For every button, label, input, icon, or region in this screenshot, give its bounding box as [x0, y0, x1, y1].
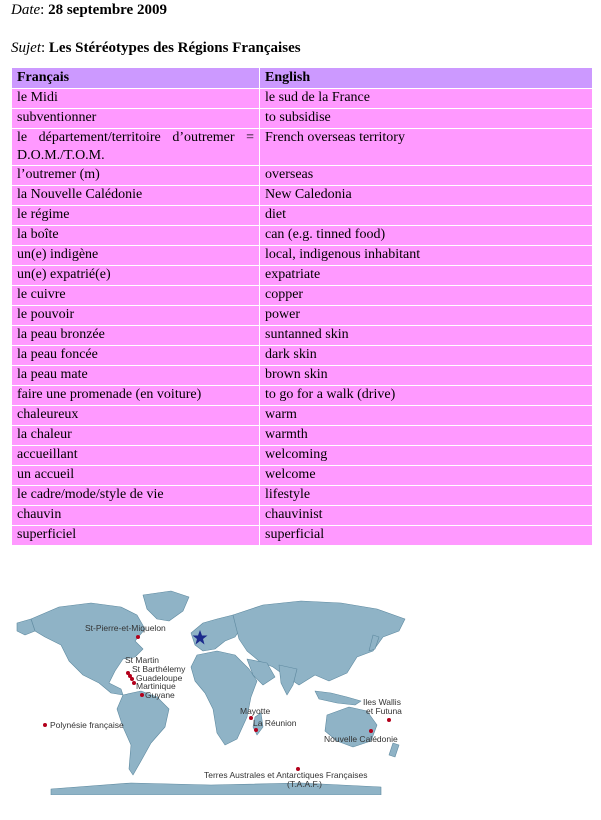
- label-iles-wallis: Iles Wallis: [363, 697, 401, 707]
- french-cell: le cadre/mode/style de vie: [12, 486, 260, 506]
- new-zealand: [389, 743, 399, 757]
- world-map: [11, 585, 421, 795]
- label-taaf-abbrev: (T.A.A.F.): [287, 779, 322, 789]
- english-cell: can (e.g. tinned food): [260, 226, 593, 246]
- english-cell: suntanned skin: [260, 326, 593, 346]
- table-row: [12, 226, 593, 246]
- french-cell: accueillant: [12, 446, 260, 466]
- world-map-svg: [11, 585, 421, 795]
- north-america: [31, 603, 145, 695]
- french-cell: la peau bronzée: [12, 326, 260, 346]
- english-cell: power: [260, 306, 593, 326]
- french-cell: un(e) expatrié(e): [12, 266, 260, 286]
- english-cell: warmth: [260, 426, 593, 446]
- marker-guadeloupe: [130, 677, 134, 681]
- french-cell: la peau mate: [12, 366, 260, 386]
- english-cell: welcome: [260, 466, 593, 486]
- english-cell: lifestyle: [260, 486, 593, 506]
- french-cell: faire une promenade (en voiture): [12, 386, 260, 406]
- subject-label: Sujet: [11, 40, 41, 56]
- french-cell: le Midi: [12, 89, 260, 109]
- marker-wallis-et-futuna: [387, 718, 391, 722]
- french-cell: chaleureux: [12, 406, 260, 426]
- french-cell: la peau foncée: [12, 346, 260, 366]
- africa: [191, 651, 257, 745]
- french-cell: le cuivre: [12, 286, 260, 306]
- french-cell: la chaleur: [12, 426, 260, 446]
- south-america: [117, 691, 169, 775]
- vocabulary-table: [11, 67, 593, 546]
- table-row: [12, 426, 593, 446]
- table-row: [12, 386, 593, 406]
- english-cell: superficial: [260, 526, 593, 546]
- table-row: [12, 346, 593, 366]
- antarctica: [51, 783, 381, 795]
- subject-value: Les Stéréotypes des Régions Françaises: [48, 40, 301, 56]
- date-line: Date: 28 septembre 2009: [11, 2, 167, 18]
- label-st-pierre-et-miquelon: St-Pierre-et-Miquelon: [85, 623, 166, 633]
- marker-la-reunion: [254, 728, 258, 732]
- table-header-row: [12, 68, 593, 89]
- column-header-francais: Français: [12, 68, 260, 89]
- label-taaf: Terres Australes et Antarctiques Françaises: [204, 770, 368, 780]
- english-cell: warm: [260, 406, 593, 426]
- english-cell: chauvinist: [260, 506, 593, 526]
- french-cell: l’outremer (m): [12, 166, 260, 186]
- india: [279, 665, 297, 695]
- english-cell: overseas: [260, 166, 593, 186]
- marker-polynesie-francaise: [43, 723, 47, 727]
- english-cell: expatriate: [260, 266, 593, 286]
- marker-st-pierre-et-miquelon: [136, 635, 140, 639]
- date-value: 28 septembre 2009: [48, 2, 167, 18]
- label-mayotte: Mayotte: [240, 706, 271, 716]
- label-nouvelle-caledonie: Nouvelle Calédonie: [324, 734, 398, 744]
- english-cell: local, indigenous inhabitant: [260, 246, 593, 266]
- label-et-futuna: et Futuna: [366, 706, 402, 716]
- french-cell: chauvin: [12, 506, 260, 526]
- table-row: [12, 246, 593, 266]
- table-row: [12, 206, 593, 226]
- english-cell: brown skin: [260, 366, 593, 386]
- french-cell: le pouvoir: [12, 306, 260, 326]
- column-header-english: English: [260, 68, 593, 89]
- english-cell: diet: [260, 206, 593, 226]
- french-cell: subventionner: [12, 109, 260, 129]
- marker-guyane: [140, 693, 144, 697]
- table-row: [12, 486, 593, 506]
- table-row: [12, 129, 593, 166]
- label-guyane: Guyane: [145, 690, 175, 700]
- table-row: [12, 406, 593, 426]
- english-cell: welcoming: [260, 446, 593, 466]
- marker-nouvelle-caledonie: [369, 729, 373, 733]
- english-cell: to subsidise: [260, 109, 593, 129]
- english-cell: le sud de la France: [260, 89, 593, 109]
- label-martinique: Martinique: [136, 681, 176, 691]
- english-cell: dark skin: [260, 346, 593, 366]
- table-row: [12, 366, 593, 386]
- table-row: [12, 306, 593, 326]
- french-cell: superficiel: [12, 526, 260, 546]
- table-row: [12, 166, 593, 186]
- table-row: [12, 109, 593, 129]
- french-cell: le régime: [12, 206, 260, 226]
- table-row: [12, 89, 593, 109]
- table-row: [12, 526, 593, 546]
- label-st-barthelemy: St Barthélemy: [132, 664, 186, 674]
- english-cell: French overseas territory: [260, 129, 593, 166]
- french-cell: la Nouvelle Calédonie: [12, 186, 260, 206]
- date-label: Date: [11, 2, 41, 18]
- english-cell: copper: [260, 286, 593, 306]
- label-guadeloupe: Guadeloupe: [136, 673, 183, 683]
- table-row: [12, 186, 593, 206]
- label-st-martin: St Martin: [125, 655, 160, 665]
- french-cell: un accueil: [12, 466, 260, 486]
- table-row: [12, 466, 593, 486]
- greenland: [143, 591, 189, 621]
- table-row: [12, 266, 593, 286]
- english-cell: to go for a walk (drive): [260, 386, 593, 406]
- english-cell: New Caledonia: [260, 186, 593, 206]
- table-row: [12, 286, 593, 306]
- french-cell: la boîte: [12, 226, 260, 246]
- table-row: [12, 446, 593, 466]
- label-polynesie-francaise: Polynésie française: [50, 720, 124, 730]
- french-cell: un(e) indigène: [12, 246, 260, 266]
- table-row: [12, 326, 593, 346]
- french-cell: le département/territoire d’outremer = D.O.M./T.O.M.: [12, 129, 260, 166]
- subject-line: Sujet: Les Stéréotypes des Régions Françaises: [11, 40, 301, 56]
- table-row: [12, 506, 593, 526]
- indonesia: [315, 691, 361, 705]
- land-masses: [17, 591, 405, 795]
- label-la-reunion: La Réunion: [253, 718, 297, 728]
